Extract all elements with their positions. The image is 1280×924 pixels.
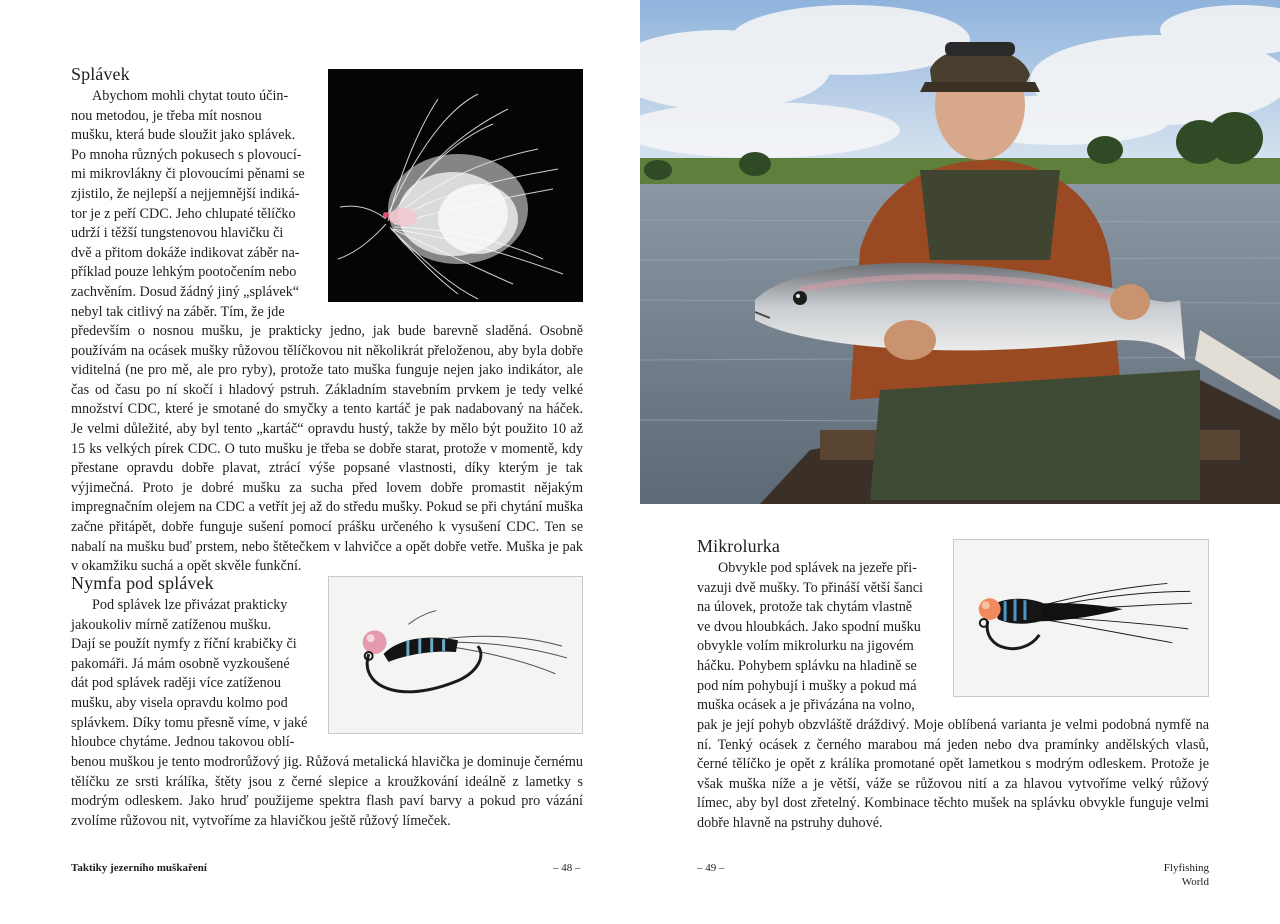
text-line: pakomáři. Já mám osobně vyzkoušené bbox=[71, 655, 290, 672]
text-line: dát pod splávek raději více zatíženou bbox=[71, 675, 281, 692]
section-heading-nymfa: Nymfa pod splávek bbox=[71, 573, 214, 593]
text-line: pod ním pohybují i mušky a pokud má bbox=[697, 677, 917, 694]
text-line: příklad pouze lehkým pootočením nebo bbox=[71, 264, 297, 281]
text-line: muška ocásek a je přivázána na volno, bbox=[697, 697, 915, 714]
cdc-fly-photo bbox=[328, 69, 583, 302]
splavek-wrapped-text bbox=[71, 87, 317, 322]
text-line: Dají se použít nymfy z říční krabičky či bbox=[71, 636, 297, 653]
text-line: hloubce chytáme. Jednou takovou oblí- bbox=[71, 734, 295, 751]
text-line: Obvykle pod splávek na jezeře při- bbox=[718, 560, 917, 576]
section-heading-mikrolurka: Mikrolurka bbox=[697, 536, 780, 556]
nymfa-full-text bbox=[71, 753, 583, 831]
footer-publisher: Flyfishing World bbox=[1163, 862, 1209, 888]
text-line: mi mikrovlákny či plovoucími pěnami se bbox=[71, 166, 305, 183]
paragraph: pak je její pohyb obzvláště dráždivý. Moje oblíbená varianta je velmi podobná nymfě na ní. Tenký ocásek z černého marabou má jeden nebo dva pramínky andělských vlasů, černé tělíčko je opět z králíka promotané opět lametkou s modrým odleskem. Protože je však muška níže a je větší, váže se růžovou nití a za hlavou vytvoříme velký růžový límec, aby byl dost zřetelný. Kombinace těchto mušek na splávku obvykle funguje velmi dobře hlavně na pstruhy duhové. bbox=[697, 717, 1209, 831]
angler-with-trout-photo bbox=[640, 0, 1280, 504]
text-line: zjistilo, že nejlepší a nejjemnější indiká- bbox=[71, 185, 300, 202]
text-line: tor je z peří CDC. Jeho chlupaté tělíčko bbox=[71, 205, 296, 222]
right-page bbox=[640, 0, 1280, 924]
splavek-full-text bbox=[71, 322, 583, 577]
section-heading-splavek: Splávek bbox=[71, 64, 130, 84]
text-line: dvě a přitom dokáže indikovat záběr na- bbox=[71, 244, 300, 261]
text-line: jakoukoliv mírně zatíženou mušku. bbox=[71, 616, 272, 633]
pink-jig-nymph-photo bbox=[328, 576, 583, 734]
footer-page-number-right: – 49 – bbox=[697, 862, 725, 874]
text-line: Po mnoha různých pokusech s plovoucí- bbox=[71, 146, 302, 163]
text-line: na úlovek, protože tak chytám vlastně bbox=[697, 599, 913, 616]
text-line: ve dvou hloubkách. Jako spodní mušku bbox=[697, 618, 921, 635]
text-line: udrží i těžší tungstenovou hlavičku či bbox=[71, 225, 284, 242]
footer-page-number-left: – 48 – bbox=[553, 862, 581, 874]
paragraph: benou muškou je tento modrorůžový jig. Růžová metalická hlavička je dominuje černému tělíčku ze srsti králíka, štěty jsou z černé slepice a kroužkování ideálně z lametky s modrým odleskem. Jako hruď použijeme spektra flash paví barvy a pokud pro vázání zvolíme růžovou nit, vytvoříme za hlavičkou ještě růžový límeček. bbox=[71, 754, 583, 829]
text-line: mušku, aby visela opravdu kolmo pod bbox=[71, 694, 288, 711]
text-line: nebyl tak citlivý na záběr. Tím, že jde bbox=[71, 303, 285, 320]
text-line: vazuji dvě mušky. To přináší větší šanci bbox=[697, 579, 923, 596]
text-line: Pod splávek lze přivázat prakticky bbox=[92, 597, 288, 613]
text-line: obvykle volím mikrolurku na jigovém bbox=[697, 638, 914, 655]
footer-book-title: Taktiky jezerního muškaření bbox=[71, 862, 207, 874]
mikrolurka-wrapped-text bbox=[697, 559, 936, 716]
text-line: Abychom mohli chytat touto účin- bbox=[92, 88, 289, 104]
text-line: háčku. Pohybem splávku na hladině se bbox=[697, 657, 917, 674]
text-line: zachvěním. Dosud žádný jiný „splávek“ bbox=[71, 283, 300, 300]
microlure-photo bbox=[953, 539, 1209, 697]
text-line: nou metodou, je třeba mít nosnou bbox=[71, 107, 262, 124]
text-line: mušku, která bude sloužit jako splávek. bbox=[71, 127, 296, 144]
paragraph: především o nosnou mušku, je prakticky jedno, jak bude barevně sladěná. Osobně používám na ocásek mušky růžovou tělíčkovou nit několikrát přeloženou, aby byla dobře viditelná (ne pro mě, ale pro ryby), protože tato muška funguje nejen jako indikátor, ale čas od času po ní skočí i hladový pstruh. Základním stavebním prvkem je tedy velké množství CDC, které je smotané do smyčky a tento kartáč je pak nadabovaný na háček. Je velmi důležité, aby byl tento „kartáč“ opravdu hustý, takže by mělo být použito 10 až 15 ks velkých pírek CDC. O tuto mušku je třeba se dobře starat, protože v momentě, kdy přestane opravdu dobře plavat, ztrácí výše popsané vlastnosti, díky kterým je tak výjimečná. Proto je dobré mušku za sucha před lovem dobře promastit nějakým impregnačním olejem na CDC a vetřít jej až do středu mušky. Pokud se při chytání muška začne přitápět, dobře funguje sušení pomocí prášku určeného k vysušení CDC. Ten se nabalí na mušku buď prstem, nebo štětečkem v lahvičce a opět dobře vetře. Muška je pak v okamžiku suchá a opět skvěle funkční. bbox=[71, 323, 583, 575]
mikrolurka-full-text bbox=[697, 716, 1209, 834]
text-line: splávkem. Díky tomu přesně víme, v jaké bbox=[71, 714, 308, 731]
nymfa-wrapped-text bbox=[71, 596, 317, 753]
